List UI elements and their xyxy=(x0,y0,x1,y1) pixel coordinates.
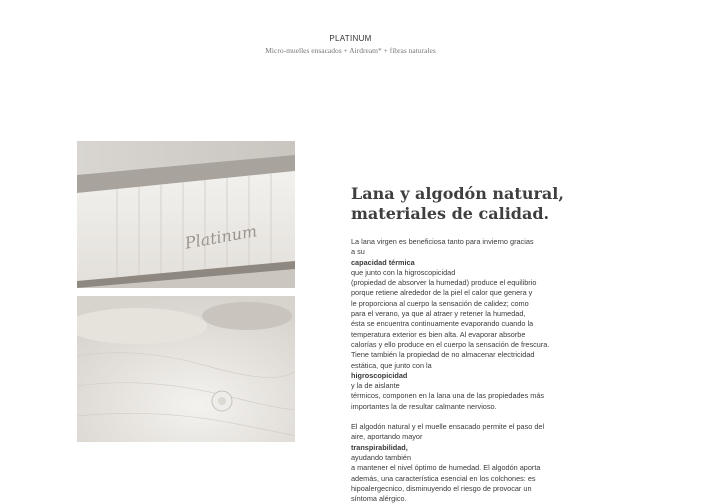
text-line: Tiene también la propiedad de no almacenar electricidad xyxy=(351,350,535,360)
text-line: temperatura exterior es bien alta. Al evaporar absorbe xyxy=(351,329,526,339)
text-fragment: que junto con la higroscopicidad xyxy=(351,267,456,277)
text-line xyxy=(351,361,591,392)
article-heading xyxy=(351,184,591,224)
header xyxy=(0,34,701,55)
text-line: le proporciona al cuerpo la sensación de calidez; como xyxy=(351,298,529,308)
paragraph-wool xyxy=(351,237,591,412)
text-line: importantes la de resultar calmante nervioso. xyxy=(351,401,497,411)
text-line: calorías y ello produce en el cuerpo la sensación de frescura. xyxy=(351,339,550,349)
emphasis-breathability: transpirabilidad, xyxy=(351,442,408,452)
mattress-side-icon xyxy=(77,141,295,288)
text-fragment: estática, que junto con la xyxy=(351,360,432,370)
mattress-tuft-photo xyxy=(77,296,295,442)
text-fragment: a su xyxy=(351,247,365,257)
text-line xyxy=(351,432,591,463)
text-line: térmicos, componen en la lana una de las propiedades más xyxy=(351,391,545,401)
text-fragment: y la de aislante xyxy=(351,381,400,391)
emphasis-thermal: capacidad térmica xyxy=(351,257,415,267)
text-line: además, una característica esencial en los colchones: es xyxy=(351,473,536,483)
brand-label: Platinum xyxy=(183,221,259,253)
text-line: para el verano, ya que al atraer y retener la humedad, xyxy=(351,309,526,319)
text-line: El algodón natural y el muelle ensacado permite el paso del xyxy=(351,422,545,432)
text-line: síntoma alérgico. xyxy=(351,494,407,504)
mattress-side-photo xyxy=(77,141,295,288)
paragraph-cotton xyxy=(351,422,591,504)
article xyxy=(351,184,591,504)
text-fragment: aire, aportando mayor xyxy=(351,432,423,442)
mattress-tuft-icon xyxy=(77,296,295,442)
text-line xyxy=(351,247,591,278)
text-line: ésta se encuentra continuamente evaporando cuando la xyxy=(351,319,534,329)
emphasis-hygroscopicity: higroscopicidad xyxy=(351,370,408,380)
text-line: hipoalergecnico, disminuyendo el riesgo de provocar un xyxy=(351,483,532,493)
text-fragment: ayudando también xyxy=(351,452,412,462)
heading-line: materiales de calidad. xyxy=(351,204,550,223)
heading-line: Lana y algodón natural, xyxy=(351,184,564,203)
page-title: PLATINUM xyxy=(329,34,372,43)
text-line: (propiedad de absorver la humedad) produce el equilibrio xyxy=(351,278,537,288)
text-line: La lana virgen es beneficiosa tanto para invierno gracias xyxy=(351,237,534,246)
page-subtitle: Micro-muelles ensacados + Airdream* + fibras naturales xyxy=(265,46,436,55)
text-line: porque retiene alrededor de la piel el calor que genera y xyxy=(351,288,533,298)
paragraph-gap xyxy=(351,412,591,422)
text-line: a mantener el nivel óptimo de humedad. El algodón aporta xyxy=(351,463,541,473)
